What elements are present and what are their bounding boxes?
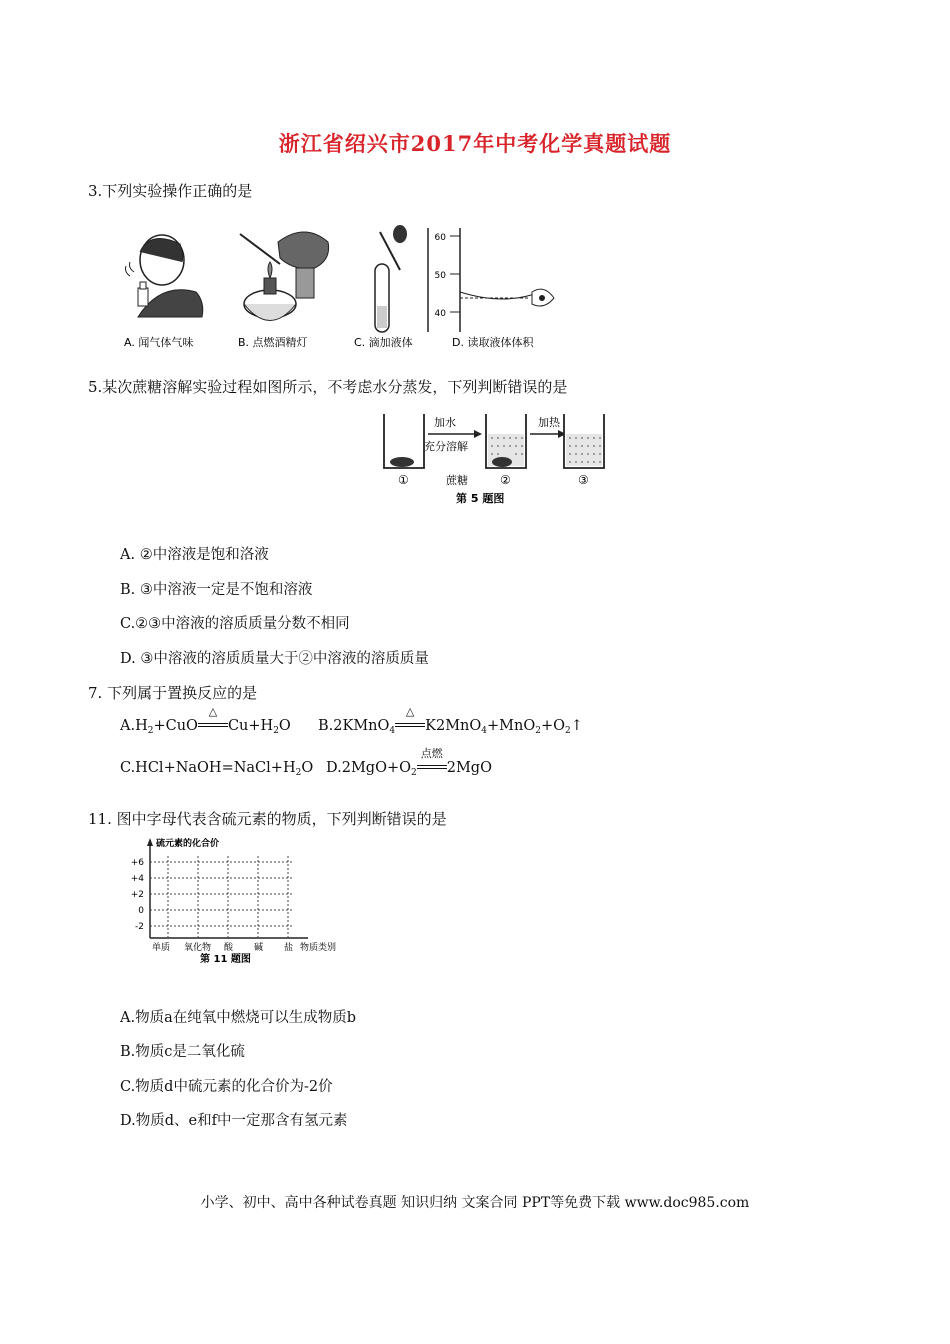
page-title: 浙江省绍兴市2017年中考化学真题试题 — [278, 131, 672, 156]
arrow1-bottom: 充分溶解 — [424, 440, 468, 453]
q5-stem: 5.某次蔗糖溶解实验过程如图所示，不考虑水分蒸发，下列判断错误的是 — [88, 378, 568, 396]
q11-option-b: B.物质c是二氧化硫 — [120, 1044, 245, 1060]
figure-d-cylinder — [428, 228, 554, 332]
caption-b: B. 点燃酒精灯 — [238, 336, 308, 349]
y-tick: +4 — [130, 874, 144, 884]
q3-figure — [110, 222, 570, 352]
cyl-tick: 60 — [434, 233, 446, 243]
q7-stem: 7. 下列属于置换反应的是 — [88, 684, 258, 702]
q5-option-b: B. ③中溶液一定是不饱和溶液 — [120, 582, 313, 598]
y-tick: +6 — [130, 858, 144, 868]
q11-option-c: C.物质d中硫元素的化合价为-2价 — [120, 1079, 333, 1095]
heat-mark: △ — [208, 705, 218, 718]
q7-option-b: B.2KMnO$_4$ △ $K2MnO_4+MnO_2+O_2↑$ — [318, 705, 583, 736]
x-tick: 盐 — [284, 943, 294, 953]
heat-mark: △ — [405, 705, 415, 718]
q7-option-d: $D.2MgO+O_2$ 点燃 2MgO — [326, 747, 492, 778]
beaker-label-1: ① — [398, 473, 409, 487]
footer: 小学、初中、高中各种试卷真题 知识归纳 文案合同 PPT等免费下载 www.doc985.com — [200, 1195, 750, 1211]
figure-c-dropper — [375, 225, 407, 332]
sugar-label: 蔗糖 — [446, 474, 468, 487]
cyl-tick: 40 — [434, 309, 446, 319]
q7-option-a: $A.H_2+CuO$ △ $Cu+H_2O$ — [120, 705, 291, 736]
q11-option-d: D.物质d、e和f中一定那含有氢元素 — [120, 1113, 348, 1129]
figure-b-alcohol-lamp — [240, 232, 329, 321]
x-tick: 碱 — [254, 943, 264, 953]
y-tick: +2 — [130, 890, 144, 900]
caption-a: A. 闻气体气味 — [124, 336, 194, 349]
q5-figure — [378, 410, 608, 510]
arrow2-top: 加热 — [538, 416, 560, 429]
q11-figure — [118, 836, 348, 966]
x-axis-label: 物质类别 — [300, 943, 337, 953]
y-tick: 0 — [138, 906, 144, 916]
q5-caption: 第 5 题图 — [456, 492, 505, 505]
ignite-mark: 点燃 — [420, 747, 443, 760]
arrow1-top: 加水 — [434, 416, 456, 429]
y-tick: -2 — [135, 922, 144, 932]
y-axis-label: 硫元素的化合价 — [156, 839, 220, 849]
q11-stem: 11. 图中字母代表含硫元素的物质，下列判断错误的是 — [88, 810, 447, 828]
q5-option-a: A. ②中溶液是饱和洛液 — [120, 547, 269, 563]
figure-a-smelling — [126, 235, 203, 317]
beaker-label-2: ② — [500, 473, 511, 487]
caption-d: D. 读取液体体积 — [452, 336, 534, 349]
q5-option-d: D. ③中溶液的溶质质量大于②中溶液的溶质质量 — [120, 651, 429, 667]
q11-option-a: A.物质a在纯氧中燃烧可以生成物质b — [120, 1010, 357, 1026]
q11-caption: 第 11 题图 — [200, 954, 251, 965]
x-tick: 单质 — [152, 943, 171, 953]
up-arrow-icon: ↑ — [570, 718, 583, 734]
q5-option-c: C.②③中溶液的溶质质量分数不相同 — [120, 616, 350, 632]
q7-option-c: $C.HCl+NaOH=NaCl+H_2O$ — [120, 760, 314, 778]
cyl-tick: 50 — [434, 271, 446, 281]
x-tick: 氧化物 — [184, 943, 212, 953]
q3-stem: 3.下列实验操作正确的是 — [88, 182, 253, 200]
beaker-label-3: ③ — [578, 473, 589, 487]
x-tick: 酸 — [224, 943, 234, 953]
caption-c: C. 滴加液体 — [354, 336, 413, 349]
